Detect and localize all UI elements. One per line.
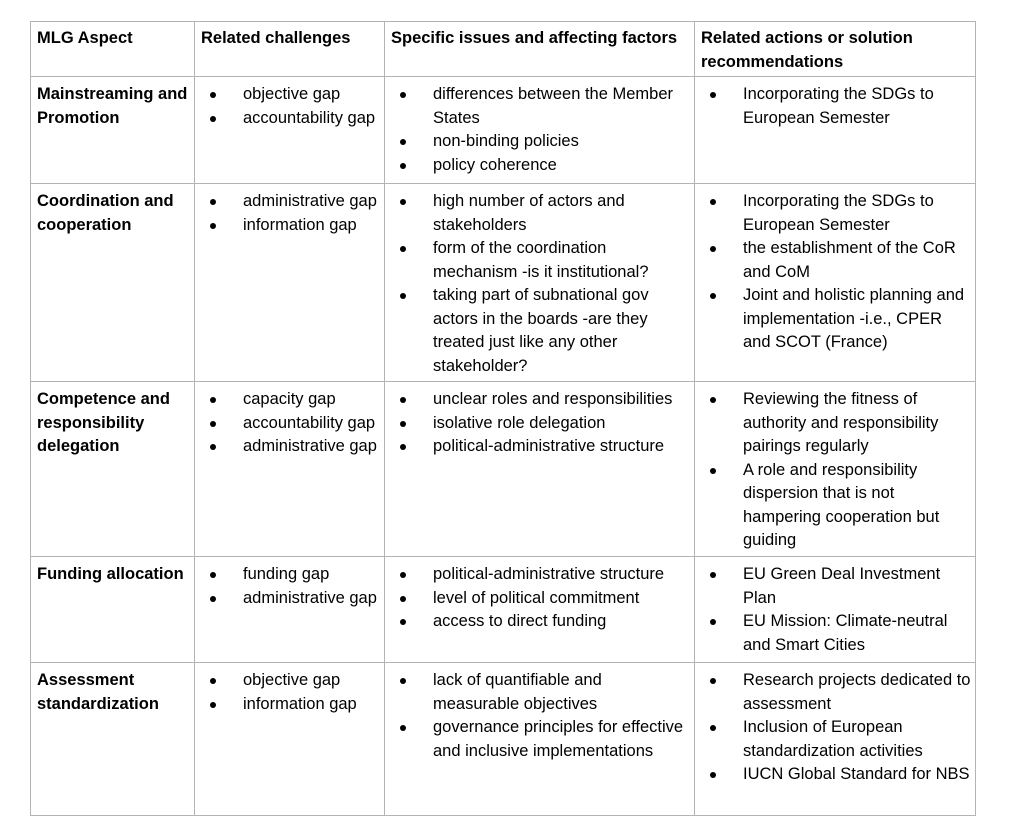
- list-item-text: isolative role delegation: [433, 413, 606, 432]
- challenges-list: [201, 563, 380, 610]
- list-item: [391, 190, 690, 237]
- list-item: [701, 763, 971, 787]
- bullet-icon: [210, 596, 216, 602]
- column-header-specific-issues: Specific issues and affecting factors: [385, 22, 695, 77]
- list-item: [391, 412, 690, 436]
- bullet-icon: [400, 199, 406, 205]
- list-item-text: information gap: [243, 215, 357, 234]
- issues-cell: [385, 663, 695, 816]
- list-item-text: administrative gap: [243, 588, 377, 607]
- issues-cell: [385, 77, 695, 184]
- bullet-icon: [400, 163, 406, 169]
- list-item: [201, 107, 380, 131]
- table-row: [31, 382, 976, 557]
- bullet-icon: [400, 444, 406, 450]
- list-item: [701, 190, 971, 237]
- table-header-row: [31, 22, 976, 77]
- challenges-cell: [195, 184, 385, 382]
- list-item: [391, 716, 690, 763]
- list-item: [391, 130, 690, 154]
- list-item-text: unclear roles and responsibilities: [433, 390, 673, 408]
- list-item-text: objective gap: [243, 671, 341, 689]
- bullet-icon: [710, 199, 716, 205]
- actions-cell: [695, 77, 976, 184]
- issues-list: [391, 83, 690, 177]
- list-item: [701, 388, 971, 459]
- list-item: [391, 610, 690, 634]
- bullet-icon: [400, 246, 406, 252]
- column-header-related-challenges: Related challenges: [195, 22, 385, 77]
- issues-list: [391, 669, 690, 763]
- bullet-icon: [210, 116, 216, 122]
- list-item: [391, 669, 690, 716]
- actions-cell: [695, 184, 976, 382]
- bullet-icon: [210, 223, 216, 229]
- list-item-text: policy coherence: [433, 155, 557, 174]
- actions-list: [701, 669, 971, 787]
- column-header-related-actions: Related actions or solution recommendations: [695, 22, 976, 77]
- aspect-cell: Competence and responsibility delegation: [31, 382, 195, 557]
- bullet-icon: [210, 421, 216, 427]
- list-item: [701, 610, 971, 657]
- list-item: [201, 669, 380, 693]
- list-item-text: lack of quantifiable and measurable objectives: [433, 671, 602, 713]
- list-item: [391, 284, 690, 378]
- issues-cell: [385, 557, 695, 663]
- challenges-cell: [195, 382, 385, 557]
- list-item: [391, 237, 690, 284]
- challenges-cell: [195, 663, 385, 816]
- list-item-text: accountability gap: [243, 108, 376, 127]
- list-item: [201, 190, 380, 214]
- bullet-icon: [210, 92, 216, 98]
- bullet-icon: [400, 397, 406, 403]
- table-row: [31, 663, 976, 816]
- list-item-text: Incorporating the SDGs to European Semester: [743, 85, 934, 127]
- list-item: [701, 563, 971, 610]
- list-item-text: governance principles for effective and inclusive implementations: [433, 718, 684, 760]
- bullet-icon: [400, 92, 406, 98]
- list-item-text: political-administrative structure: [433, 565, 665, 583]
- list-item: [701, 237, 971, 284]
- bullet-icon: [710, 246, 716, 252]
- bullet-icon: [710, 772, 716, 778]
- list-item-text: form of the coordination mechanism -is it institutional?: [433, 239, 649, 281]
- list-item-text: EU Green Deal Investment Plan: [743, 565, 941, 607]
- table-row: [31, 184, 976, 382]
- list-item-text: capacity gap: [243, 390, 336, 408]
- challenges-list: [201, 669, 380, 716]
- bullet-icon: [400, 293, 406, 299]
- list-item: [201, 83, 380, 107]
- bullet-icon: [400, 572, 406, 578]
- challenges-cell: [195, 557, 385, 663]
- list-item: [201, 412, 380, 436]
- bullet-icon: [710, 678, 716, 684]
- challenges-list: [201, 83, 380, 130]
- bullet-icon: [210, 199, 216, 205]
- actions-list: [701, 388, 971, 553]
- aspect-cell: Mainstreaming and Promotion: [31, 77, 195, 184]
- list-item: [391, 83, 690, 130]
- bullet-icon: [710, 397, 716, 403]
- bullet-icon: [710, 468, 716, 474]
- aspect-cell: Coordination and cooperation: [31, 184, 195, 382]
- column-header-mlg-aspect: MLG Aspect: [31, 22, 195, 77]
- bullet-icon: [210, 397, 216, 403]
- list-item-text: information gap: [243, 694, 357, 713]
- actions-list: [701, 83, 971, 130]
- bullet-icon: [400, 678, 406, 684]
- mlg-table: [30, 21, 976, 816]
- table-row: [31, 557, 976, 663]
- issues-list: [391, 388, 690, 459]
- list-item: [201, 587, 380, 611]
- bullet-icon: [210, 444, 216, 450]
- list-item-text: access to direct funding: [433, 612, 607, 630]
- list-item: [201, 563, 380, 587]
- list-item: [701, 669, 971, 716]
- list-item: [391, 154, 690, 178]
- table-row: [31, 77, 976, 184]
- bullet-icon: [210, 678, 216, 684]
- list-item: [701, 284, 971, 355]
- bullet-icon: [710, 725, 716, 731]
- list-item-text: Incorporating the SDGs to European Semester: [743, 192, 934, 234]
- list-item: [391, 563, 690, 587]
- list-item-text: non-binding policies: [433, 132, 579, 150]
- actions-cell: [695, 663, 976, 816]
- list-item-text: administrative gap: [243, 437, 377, 455]
- actions-list: [701, 190, 971, 355]
- bullet-icon: [210, 702, 216, 708]
- list-item-text: Reviewing the fitness of authority and responsibility pairings regularly: [743, 390, 939, 455]
- bullet-icon: [710, 619, 716, 625]
- bullet-icon: [400, 619, 406, 625]
- list-item-text: Inclusion of European standardization activities: [743, 718, 923, 760]
- issues-list: [391, 190, 690, 378]
- bullet-icon: [710, 92, 716, 98]
- list-item: [701, 716, 971, 763]
- actions-cell: [695, 557, 976, 663]
- list-item: [701, 459, 971, 553]
- list-item-text: Joint and holistic planning and implementation -i.e., CPER and SCOT (France): [743, 286, 965, 351]
- list-item-text: A role and responsibility dispersion that is not hampering cooperation but guiding: [743, 460, 940, 549]
- actions-cell: [695, 382, 976, 557]
- list-item: [201, 388, 380, 412]
- issues-list: [391, 563, 690, 634]
- aspect-cell: Assessment standardization: [31, 663, 195, 816]
- list-item: [701, 83, 971, 130]
- list-item-text: high number of actors and stakeholders: [433, 192, 625, 234]
- list-item-text: accountability gap: [243, 413, 376, 432]
- list-item-text: EU Mission: Climate-neutral and Smart Cities: [743, 612, 948, 654]
- issues-cell: [385, 184, 695, 382]
- list-item: [391, 388, 690, 412]
- list-item-text: taking part of subnational gov actors in the boards -are they treated just like any other stakeholder?: [433, 286, 649, 375]
- list-item-text: Research projects dedicated to assessment: [743, 671, 971, 713]
- bullet-icon: [400, 421, 406, 427]
- challenges-cell: [195, 77, 385, 184]
- list-item: [201, 693, 380, 717]
- bullet-icon: [710, 293, 716, 299]
- list-item-text: level of political commitment: [433, 588, 640, 607]
- challenges-list: [201, 190, 380, 237]
- list-item-text: political-administrative structure: [433, 437, 665, 455]
- list-item-text: differences between the Member States: [433, 85, 673, 127]
- bullet-icon: [210, 572, 216, 578]
- list-item-text: the establishment of the CoR and CoM: [743, 239, 956, 281]
- list-item: [391, 435, 690, 459]
- bullet-icon: [400, 725, 406, 731]
- list-item: [391, 587, 690, 611]
- list-item-text: funding gap: [243, 565, 330, 583]
- list-item: [201, 435, 380, 459]
- actions-list: [701, 563, 971, 657]
- list-item-text: IUCN Global Standard for NBS: [743, 765, 970, 783]
- issues-cell: [385, 382, 695, 557]
- bullet-icon: [400, 596, 406, 602]
- list-item-text: objective gap: [243, 85, 341, 103]
- challenges-list: [201, 388, 380, 459]
- list-item: [201, 214, 380, 238]
- aspect-cell: Funding allocation: [31, 557, 195, 663]
- list-item-text: administrative gap: [243, 192, 377, 210]
- bullet-icon: [710, 572, 716, 578]
- bullet-icon: [400, 139, 406, 145]
